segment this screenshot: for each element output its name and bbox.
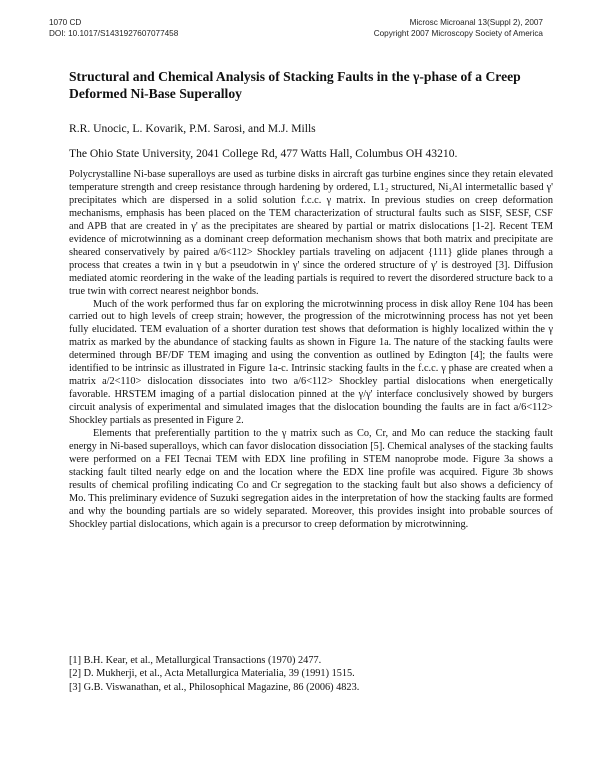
paragraph-1: Polycrystalline Ni-base superalloys are used as turbine disks in aircraft gas turbine engines since they retain elevated temperature strength and creep resistance through hardening by ordered, L1₂ structured, Ni₃Al intermetallic based γ' precipitates which are dispersed in a solid solution f.c.c. γ matrix. In previous studies on creep deformation mechanisms, emphasis has been placed on the TEM characterization of structural faults such as SISF, SESF, CSF and APB that are created in γ' as the precipitates are sheared by partial or matrix dislocations [1-2]. Recent TEM evidence of microtwinning as a dominant creep deformation mechanism shows that both matrix and precipitate are sheared conservatively by paired a/6<112> Shockley partials traveling on adjacent {111} glide planes through a process that creates a twin in γ but a pseudotwin in γ' since the ordered structure of γ' is destroyed [3]. Diffusion mediated atomic reordering in the wake of the leading partials is required to revert the disordered structure back to a true twin with correct nearest neighbor bonds. xyxy=(69,169,553,297)
doi: DOI: 10.1017/S1431927607077458 xyxy=(49,29,179,38)
references xyxy=(69,654,359,694)
journal-citation: Microsc Microanal 13(Suppl 2), 2007 xyxy=(409,18,543,27)
header-left xyxy=(49,17,178,39)
paper-title: Structural and Chemical Analysis of Stacking Faults in the γ-phase of a Creep Deformed Ni-Base Superalloy xyxy=(69,69,521,101)
authors: R.R. Unocic, L. Kovarik, P.M. Sarosi, and M.J. Mills xyxy=(69,122,316,135)
paragraph-2: Much of the work performed thus far on exploring the microtwinning process in disk alloy Rene 104 has been carried out to high levels of creep strain; however, the progression of the microtwinning process has not yet been fully elucidated. TEM evaluation of a shorter duration test shows that deformation is highly localized within the γ matrix as marked by the abundance of stacking faults as shown in Figure 1a. The nature of the stacking faults were determined through BF/DF TEM imaging and using the convention as outlined by Edington [4]; the faults were identified to be intrinsic as illustrated in Figure 1a-c. Intrinsic stacking faults in the f.c.c. γ phase are created when a matrix a/2<110> dislocation dissociates into two a/6<112> Shockley partial dislocations when energetically favorable. HRSTEM imaging of a partial dislocation pinned at the γ/γ' interface conclusively showed by burgers circuit analysis of experimental and simulated images that the dislocation bounding the faults are in fact a/6<112> Shockley partials as presented in Figure 2. xyxy=(69,298,553,427)
affiliation: The Ohio State University, 2041 College Rd, 477 Watts Hall, Columbus OH 43210. xyxy=(69,147,458,160)
paragraph-3: Elements that preferentially partition to the γ matrix such as Co, Cr, and Mo can reduce the stacking fault energy in Ni-based superalloys, which can favor dislocation dissociation [5]. Chemical analyses of the stacking faults were performed on a FEI Tecnai TEM with EDX line profiling in STEM nanoprobe mode. Figure 3a shows a stacking fault tilted nearly edge on and the location where the EDX line profile was acquired. Figure 3b shows results of chemical profiling indicating Co and Cr segregation to the stacking fault but also shows a deficiency of Mo. This preliminary evidence of Suzuki segregation aides in the interpretation of how the stacking faults are formed and why the bounding partials are so widely separated. Moreover, this provides insight into probable sources of Shockley partial dislocations, which again is a precursor to creep deformation by microtwinning. xyxy=(69,428,553,530)
reference-3: [3] G.B. Viswanathan, et al., Philosophical Magazine, 86 (2006) 4823. xyxy=(69,681,360,693)
reference-1: [1] B.H. Kear, et al., Metallurgical Transactions (1970) 2477. xyxy=(69,655,322,666)
page-code: 1070 CD xyxy=(49,18,82,27)
copyright: Copyright 2007 Microscopy Society of America xyxy=(373,29,543,38)
abstract-body xyxy=(69,169,553,532)
reference-2: [2] D. Mukherji, et al., Acta Metallurgica Materialia, 39 (1991) 1515. xyxy=(69,668,355,680)
header-right xyxy=(374,17,543,39)
